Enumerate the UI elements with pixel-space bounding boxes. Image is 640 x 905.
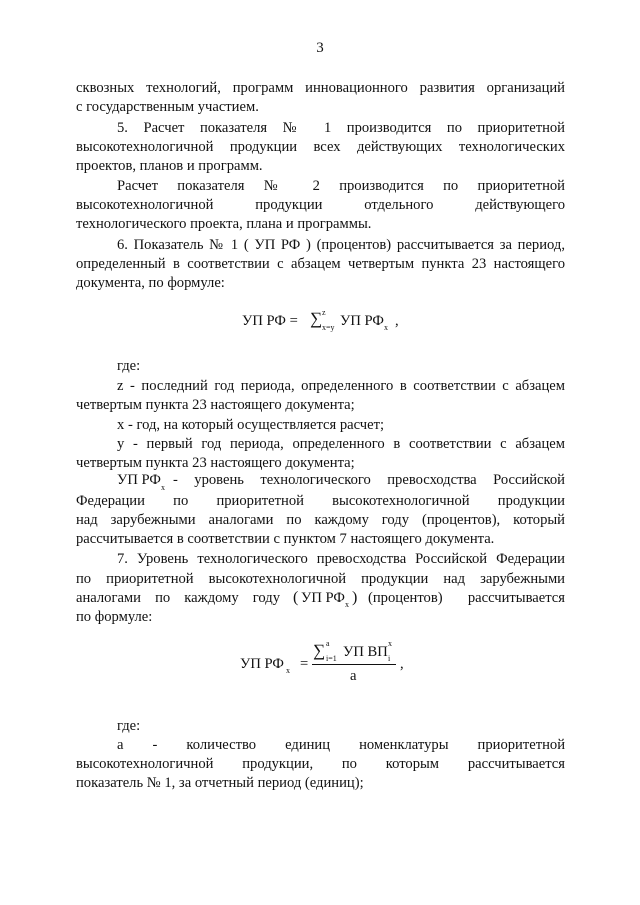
text-line: где: [117, 718, 141, 734]
sum-lower-limit: x=y [322, 323, 335, 332]
denominator: a [350, 668, 357, 684]
text-line: документа, по формуле: [76, 275, 225, 291]
inline-formula-subscript: x [345, 600, 349, 609]
text-line: y - первый год периода, определенного в соответствии с абзацем [117, 436, 565, 452]
text-line: высокотехнологичной продукции отдельного действующего [76, 197, 565, 213]
numerator-superscript: x [388, 639, 392, 648]
sum-upper-limit: a [326, 639, 330, 648]
fraction-bar [312, 664, 396, 665]
text-line: по приоритетной высокотехнологичной продукции над зарубежными [76, 571, 565, 587]
sum-upper-limit: z [322, 308, 326, 317]
text-line: рассчитывается в соответствии с пунктом 7 настоящего документа. [76, 531, 495, 547]
text-line: 6. Показатель № 1 ( УП РФ ) (процентов) рассчитывается за период, [117, 237, 565, 253]
text-line: Расчет показателя № 2 производится по приоритетной [117, 178, 565, 194]
text-line: 7. Уровень технологического превосходства Российской Федерации [117, 551, 565, 567]
text-line: определенный в соответствии с абзацем четвертым пункта 23 настоящего [76, 256, 565, 272]
text-line: аналогами по каждому году [76, 590, 280, 606]
sum-lower-limit: i=1 [326, 654, 337, 663]
inline-formula-term: УП РФ [117, 472, 161, 488]
text-line: высокотехнологичной продукции, по которым рассчитывается [76, 756, 565, 772]
text-line: высокотехнологичной продукции всех действующих технологических [76, 139, 565, 155]
text-line: четвертым пункта 23 настоящего документа; [76, 397, 355, 413]
inline-formula-term: УП РФ [301, 590, 345, 606]
text-line: технологического проекта, плана и программы. [76, 216, 372, 232]
inline-open-paren: ( [293, 589, 299, 606]
formula-trailing-comma: , [400, 656, 404, 672]
text-line: 5. Расчет показателя № 1 производится по приоритетной [117, 120, 565, 136]
page-number: 3 [316, 40, 324, 56]
text-line: a - количество единиц номенклатуры приоритетной [117, 737, 565, 753]
sum-symbol: ∑ [313, 641, 326, 660]
numerator-subscript: i [388, 654, 391, 663]
formula-lhs: УП РФ = [242, 313, 298, 329]
text-line: где: [117, 358, 141, 374]
text-line: четвертым пункта 23 настоящего документа; [76, 455, 355, 471]
formula-term-subscript: x [384, 323, 388, 332]
text-line: по формуле: [76, 609, 153, 625]
numerator-term: УП ВП [343, 644, 388, 660]
text-line: над зарубежными аналогами по каждому году (процентов), который [76, 512, 565, 528]
text-line: x - год, на который осуществляется расчет; [117, 417, 385, 433]
inline-close-paren: ) [352, 589, 358, 606]
text-line: показатель № 1, за отчетный период (единиц); [76, 775, 364, 791]
text-line: с государственным участием. [76, 99, 259, 115]
text-line: z - последний год периода, определенного в соответствии с абзацем [117, 378, 565, 394]
text-line: Федерации по приоритетной высокотехнологичной продукции [76, 493, 565, 509]
formula-trailing-comma: , [395, 313, 399, 329]
formula-lhs: УП РФ [240, 656, 284, 672]
inline-formula-subscript: x [161, 483, 165, 492]
formula-lhs-subscript: x [286, 666, 290, 675]
sum-symbol: ∑ [310, 309, 323, 328]
text-line: - уровень технологического превосходства Российской [173, 472, 565, 488]
formula-term: УП РФ [340, 313, 384, 329]
text-line: сквозных технологий, программ инновационного развития организаций [76, 80, 565, 96]
text-line: (процентов) рассчитывается [368, 590, 565, 606]
equals-sign: = [300, 656, 309, 672]
text-line: проектов, планов и программ. [76, 158, 263, 174]
